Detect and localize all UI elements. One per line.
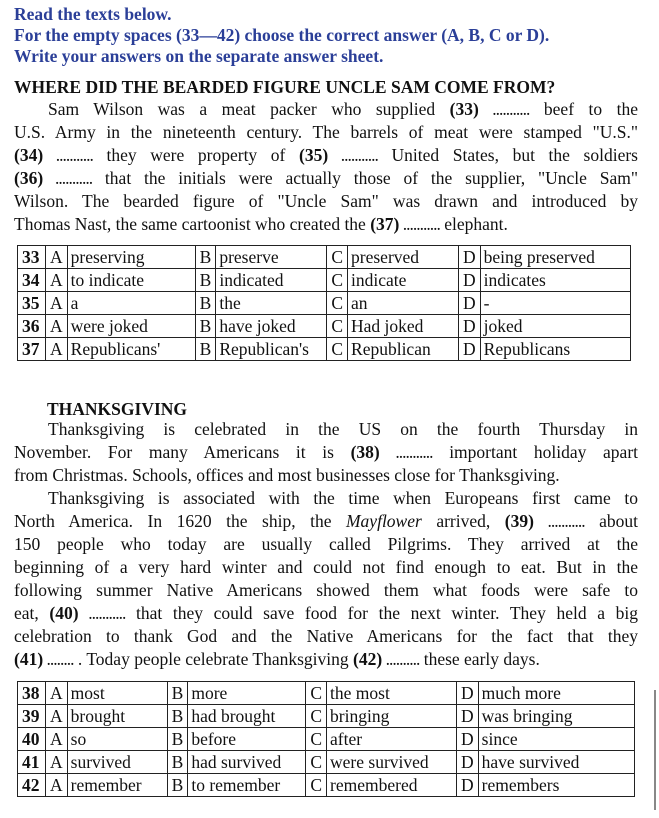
letter-c: C	[327, 338, 348, 361]
option-b: before	[188, 728, 306, 751]
text-line: Wilson. The bearded figure of "Uncle Sam" was drawn and introduced by	[14, 191, 638, 211]
letter-b: B	[167, 751, 188, 774]
question-number: 36	[18, 315, 46, 338]
gap-37: (37)	[370, 214, 400, 234]
option-row-42	[18, 774, 635, 797]
text-line: beginning of a very hard winter and could not find enough to eat. But in the	[14, 557, 638, 577]
letter-a: A	[46, 774, 68, 797]
letter-a: A	[46, 705, 68, 728]
instruction-choose: For the empty spaces (33—42) choose the correct answer (A, B, C or D).	[14, 25, 550, 45]
letter-c: C	[327, 315, 348, 338]
letter-c: C	[306, 728, 327, 751]
option-c: Had joked	[348, 315, 459, 338]
option-b: indicated	[216, 269, 327, 292]
text-line: (34) ........... they were property of (35) ........... United States, but the soldiers	[14, 145, 638, 165]
option-a: preserving	[67, 246, 195, 269]
option-b: had survived	[188, 751, 306, 774]
text-line: eat, (40) ........... that they could save food for the next winter. They held a big	[14, 603, 638, 623]
option-d: remembers	[478, 774, 634, 797]
options-table-1	[17, 245, 631, 361]
gap-34: (34)	[14, 145, 44, 165]
question-number: 41	[18, 751, 46, 774]
option-a: most	[67, 682, 167, 705]
gap-36: (36)	[14, 168, 44, 188]
letter-b: B	[195, 338, 216, 361]
gap-40: (40)	[49, 603, 79, 623]
letter-d: D	[459, 315, 481, 338]
gap-39: (39)	[504, 511, 534, 531]
option-d: was bringing	[478, 705, 634, 728]
letter-c: C	[327, 269, 348, 292]
letter-b: B	[195, 246, 216, 269]
option-c: Republican	[348, 338, 459, 361]
text-line: (36) ........... that the initials were actually those of the supplier, "Uncle Sam"	[14, 168, 638, 188]
option-row-34	[18, 269, 631, 292]
option-row-39	[18, 705, 635, 728]
text-line: following summer Native Americans showed them what foods were safe to	[14, 580, 638, 600]
text-line: Sam Wilson was a meat packer who supplied (33) ........... beef to the	[48, 99, 638, 119]
option-row-37	[18, 338, 631, 361]
gap-38: (38)	[350, 442, 380, 462]
letter-c: C	[327, 292, 348, 315]
page-edge-line	[654, 690, 656, 810]
letter-b: B	[195, 269, 216, 292]
gap-41: (41)	[14, 649, 44, 669]
instruction-write: Write your answers on the separate answer sheet.	[14, 46, 384, 66]
text-line: 150 people who today are usually called Pilgrims. They arrived at the	[14, 534, 638, 554]
text-line: from Christmas. Schools, offices and most businesses close for Thanksgiving.	[14, 465, 560, 485]
gap-35: (35)	[299, 145, 329, 165]
options-table-2	[17, 681, 635, 797]
option-a: were joked	[67, 315, 195, 338]
letter-a: A	[46, 338, 68, 361]
option-b: more	[188, 682, 306, 705]
letter-d: D	[457, 682, 479, 705]
option-c: the most	[327, 682, 457, 705]
question-number: 39	[18, 705, 46, 728]
option-d: much more	[478, 682, 634, 705]
option-c: were survived	[327, 751, 457, 774]
letter-c: C	[306, 705, 327, 728]
option-c: indicate	[348, 269, 459, 292]
option-a: to indicate	[67, 269, 195, 292]
option-row-36	[18, 315, 631, 338]
option-d: being preserved	[480, 246, 630, 269]
option-a: so	[67, 728, 167, 751]
option-c: remembered	[327, 774, 457, 797]
option-row-35	[18, 292, 631, 315]
letter-d: D	[459, 246, 481, 269]
text1-title: WHERE DID THE BEARDED FIGURE UNCLE SAM COME FROM?	[14, 77, 556, 97]
option-c: preserved	[348, 246, 459, 269]
letter-b: B	[167, 705, 188, 728]
letter-a: A	[46, 751, 68, 774]
option-d: indicates	[480, 269, 630, 292]
text2-title: THANKSGIVING	[47, 399, 188, 419]
option-a: survived	[67, 751, 167, 774]
option-b: Republican's	[216, 338, 327, 361]
option-b: the	[216, 292, 327, 315]
option-d: have survived	[478, 751, 634, 774]
question-number: 35	[18, 292, 46, 315]
text-line: U.S. Army in the nineteenth century. The barrels of meat were stamped "U.S."	[14, 122, 638, 142]
text2-paragraph-2	[14, 487, 638, 671]
letter-d: D	[459, 338, 481, 361]
option-c: an	[348, 292, 459, 315]
letter-c: C	[327, 246, 348, 269]
text-line: November. For many Americans it is (38) ........... important holiday apart	[14, 442, 638, 462]
question-number: 34	[18, 269, 46, 292]
letter-b: B	[167, 774, 188, 797]
question-number: 38	[18, 682, 46, 705]
option-c: after	[327, 728, 457, 751]
option-d: Republicans	[480, 338, 630, 361]
text-line: Thanksgiving is associated with the time when Europeans first came to	[48, 488, 638, 508]
option-c: bringing	[327, 705, 457, 728]
option-b: have joked	[216, 315, 327, 338]
letter-b: B	[167, 682, 188, 705]
option-a: a	[67, 292, 195, 315]
option-d: joked	[480, 315, 630, 338]
option-row-41	[18, 751, 635, 774]
option-a: brought	[67, 705, 167, 728]
letter-a: A	[46, 315, 68, 338]
option-d: -	[480, 292, 630, 315]
letter-c: C	[306, 751, 327, 774]
question-number: 33	[18, 246, 46, 269]
letter-a: A	[46, 246, 68, 269]
letter-d: D	[457, 774, 479, 797]
text-line: (41) ........ . Today people celebrate Thanksgiving (42) .......... these early days.	[14, 649, 540, 669]
letter-b: B	[195, 315, 216, 338]
option-b: had brought	[188, 705, 306, 728]
option-a: remember	[67, 774, 167, 797]
instruction-read: Read the texts below.	[14, 4, 172, 24]
option-row-33	[18, 246, 631, 269]
option-b: preserve	[216, 246, 327, 269]
letter-d: D	[459, 269, 481, 292]
letter-d: D	[457, 751, 479, 774]
letter-a: A	[46, 269, 68, 292]
gap-42: (42)	[353, 649, 383, 669]
text2-paragraph-1	[14, 418, 638, 487]
mayflower-italic: Mayflower	[345, 511, 422, 531]
text-line: celebration to thank God and the Native Americans for the fact that they	[14, 626, 638, 646]
option-d: since	[478, 728, 634, 751]
gap-33: (33)	[449, 99, 479, 119]
text-line: North America. In 1620 the ship, the Mayflower arrived, (39) ........... about	[14, 511, 638, 531]
option-row-38	[18, 682, 635, 705]
text-line: Thomas Nast, the same cartoonist who created the (37) ........... elephant.	[14, 214, 508, 234]
letter-d: D	[459, 292, 481, 315]
question-number: 37	[18, 338, 46, 361]
option-row-40	[18, 728, 635, 751]
letter-c: C	[306, 682, 327, 705]
letter-d: D	[457, 705, 479, 728]
letter-a: A	[46, 728, 68, 751]
text-line: Thanksgiving is celebrated in the US on the fourth Thursday in	[48, 419, 638, 439]
text1-paragraph	[14, 98, 638, 236]
letter-a: A	[46, 682, 68, 705]
letter-b: B	[167, 728, 188, 751]
letter-a: A	[46, 292, 68, 315]
option-b: to remember	[188, 774, 306, 797]
letter-d: D	[457, 728, 479, 751]
option-a: Republicans'	[67, 338, 195, 361]
letter-b: B	[195, 292, 216, 315]
question-number: 42	[18, 774, 46, 797]
letter-c: C	[306, 774, 327, 797]
question-number: 40	[18, 728, 46, 751]
